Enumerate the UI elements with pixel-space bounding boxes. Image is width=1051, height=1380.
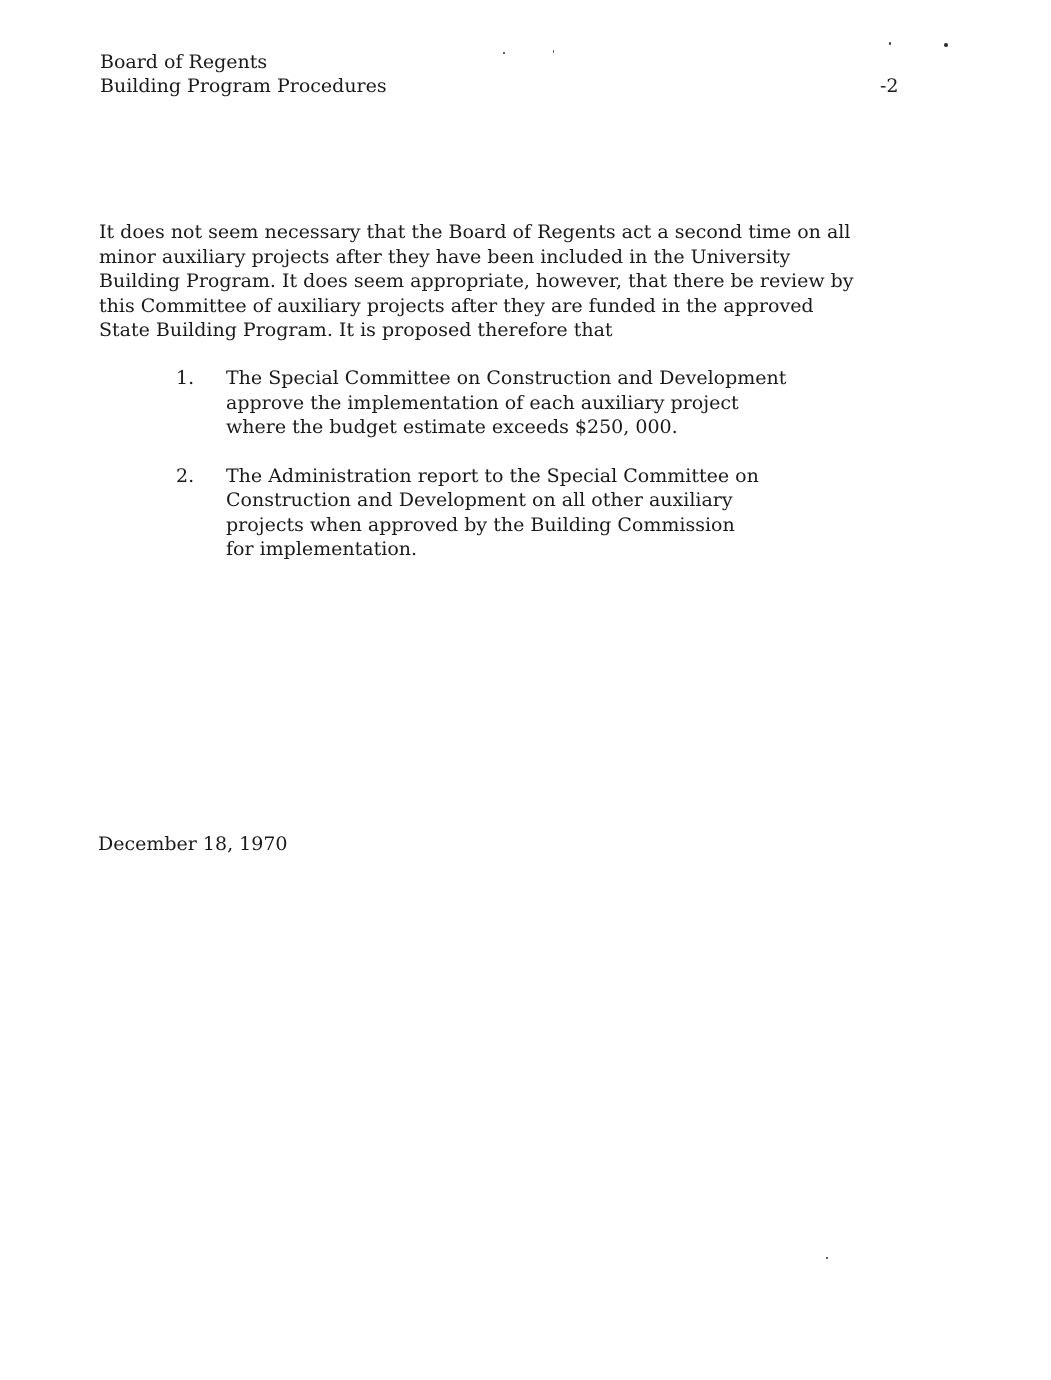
scan-speck	[889, 42, 891, 45]
list-item-line: approve the implementation of each auxiliary project	[226, 391, 739, 414]
scan-speck	[826, 1257, 828, 1259]
paragraph-line: It does not seem necessary that the Board of Regents act a second time on all	[99, 221, 851, 243]
list-item-line: for implementation.	[226, 538, 418, 560]
header-organization: Board of Regents	[100, 51, 268, 73]
list-item-number: 1.	[176, 367, 195, 389]
list-item-line: projects when approved by the Building Commission	[226, 513, 735, 536]
list-item	[176, 464, 876, 562]
list-item-line: where the budget estimate exceeds $250, 000.	[226, 416, 678, 438]
scan-speck	[553, 50, 554, 53]
paragraph-line: minor auxiliary projects after they have been included in the University	[99, 245, 791, 268]
proposal-list	[176, 366, 876, 586]
list-item-number: 2.	[176, 464, 195, 487]
list-item-line: The Administration report to the Special Committee on	[226, 464, 759, 487]
document-header	[100, 50, 387, 98]
list-item-line: The Special Committee on Construction and Development	[226, 367, 787, 389]
list-item-line: Construction and Development on all other auxiliary	[226, 489, 733, 511]
paragraph-line: this Committee of auxiliary projects after they are funded in the approved	[99, 294, 814, 317]
document-date: December 18, 1970	[98, 833, 288, 855]
list-item	[176, 366, 876, 440]
body-paragraph	[99, 220, 969, 343]
paragraph-line: Building Program. It does seem appropriate, however, that there be review by	[99, 270, 854, 292]
scan-speck	[503, 52, 505, 54]
paragraph-line: State Building Program. It is proposed therefore that	[99, 319, 613, 341]
page-number: -2	[880, 75, 899, 97]
scan-speck	[944, 43, 948, 47]
header-subject: Building Program Procedures	[100, 75, 387, 97]
